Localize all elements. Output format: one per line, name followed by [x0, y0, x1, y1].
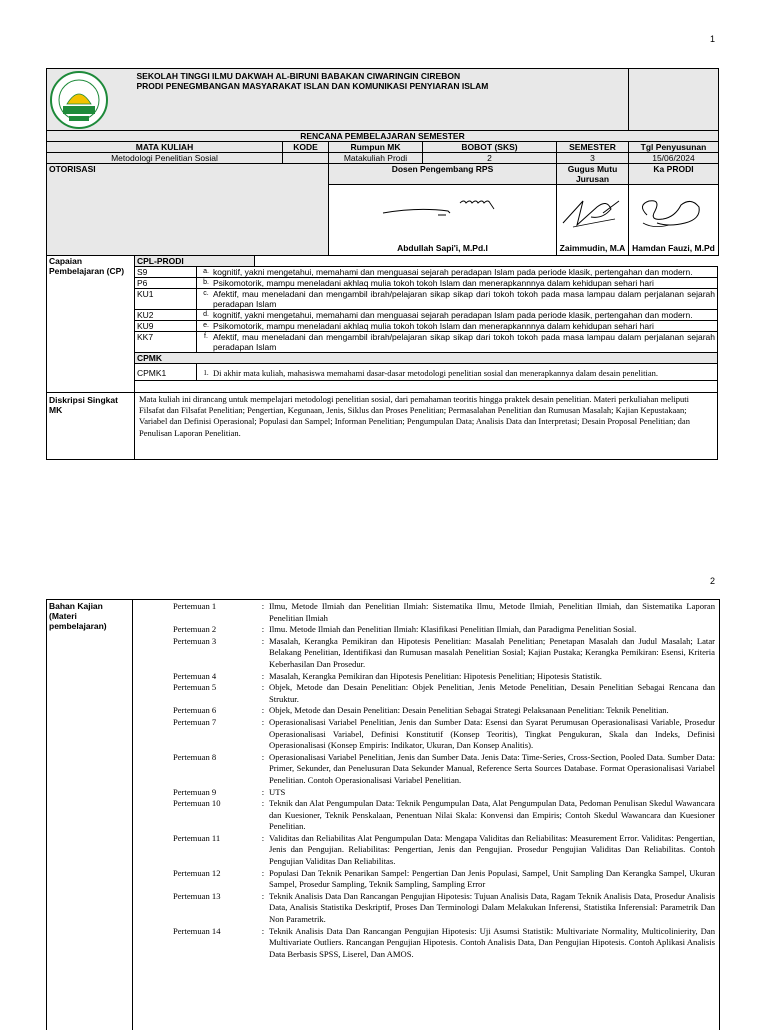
rps-header-table	[46, 68, 719, 256]
pertemuan-label: Pertemuan 3	[173, 635, 217, 646]
cp-letter-1: b.	[203, 279, 209, 286]
gugus-signature	[553, 193, 633, 233]
cpmk-item-0	[197, 364, 718, 381]
pertemuan-text: Operasionalisasi Variabel Penelitian, Jenis dan Sumber Data. Jenis Data: Time-Series, Cross-Section, Pooled Data. Sumber Data: Primer, Sekunder, dan Penelusuran Data Sekunder Manual, Reference Serta Sources Database. Format Operasionalisasi Variabel Penelitian. Contoh Operasionalisasi Variabel Penelitian.	[269, 751, 715, 785]
separator: :	[261, 867, 265, 878]
cp-code-4: KU9	[135, 321, 197, 332]
pertemuan-label: Pertemuan 9	[173, 786, 217, 797]
pertemuan-label: Pertemuan 14	[173, 925, 221, 936]
cpl-header: CPL-PRODI	[135, 256, 255, 267]
gugus-label: Gugus Mutu Jurusan	[557, 164, 629, 185]
gugus-signature-cell	[557, 185, 629, 256]
institution-header	[135, 69, 629, 131]
kaprodi-signature	[629, 193, 719, 235]
separator: :	[261, 716, 265, 727]
pertemuan-text: Masalah, Kerangka Pemikiran dan Hipotesis Penelitian: Masalah Penelitian; Penetapan Masalah dan Judul Masalah; Latar Belakang Penelitian, Identifikasi dan Rumusan masalah Penelitian Sosial; Kajian Pustaka; Kerangka Pemikiran: Esensi, Kriteria Keberhasilan Dan Prosedur.	[269, 635, 715, 669]
pertemuan-label: Pertemuan 12	[173, 867, 221, 878]
cp-item-2	[197, 289, 718, 310]
header-blank-cell	[629, 69, 719, 131]
cp-text-4: Psikomotorik, mampu meneladani akhlaq mulia tokoh tokoh Islam dan menerapkannnya dalam kehidupan sehari hari	[213, 321, 654, 331]
cp-code-5: KK7	[135, 332, 197, 353]
doc-title: RENCANA PEMBELAJARAN SEMESTER	[47, 131, 719, 142]
pertemuan-text: Populasi Dan Teknik Penarikan Sampel: Pengertian Dan Jenis Populasi, Sampel, Unit Sampling Dan Kerangka Sampel, Ukuran Sampel, Prosedur Sampling, Teknik Sampling, Sampling Error	[269, 867, 715, 890]
course-bobot: 2	[423, 153, 557, 164]
bahan-kajian-section	[46, 599, 720, 1030]
cp-code-3: KU2	[135, 310, 197, 321]
gugus-name: Zaimmudin, M.A	[559, 243, 626, 253]
col-semester: SEMESTER	[557, 142, 629, 153]
pertemuan-row-14	[173, 926, 719, 961]
pertemuan-text: Ilmu. Metode Ilmiah dan Penelitian Ilmiah: Klasifikasi Penelitian Ilmiah, dan Paradigma Penelitian Sosial.	[269, 624, 637, 635]
pertemuan-row-1	[173, 601, 719, 624]
program-name: PRODI PENEGMBANGAN MASYARAKAT ISLAN DAN KOMUNIKASI PENYIARAN ISLAM	[136, 81, 489, 91]
pertemuan-label: Pertemuan 7	[173, 716, 217, 727]
cp-code-0: S9	[135, 267, 197, 278]
pertemuan-text: Objek, Metode dan Desain Penelitian: Desain Penelitian Sebagai Strategi Pelaksanaan Penelitian: Teknik Penelitian.	[269, 705, 669, 716]
cp-letter-4: e.	[203, 322, 209, 329]
separator: :	[261, 786, 265, 797]
cp-spacer-row	[135, 381, 718, 393]
separator: :	[261, 601, 265, 611]
pertemuan-row-11	[173, 833, 719, 868]
cp-table	[46, 255, 718, 460]
separator: :	[261, 705, 265, 716]
cp-text-1: Psikomotorik, mampu meneladani akhlaq mulia tokoh tokoh Islam dan menerapkannnya dalam kehidupan sehari hari	[213, 278, 654, 288]
separator: :	[261, 890, 265, 901]
kaprodi-signature-cell	[629, 185, 719, 256]
pertemuan-row-5	[173, 682, 719, 705]
cp-letter-5: f.	[204, 333, 208, 340]
otorisasi-label: OTORISASI	[47, 164, 329, 256]
col-mata-kuliah: MATA KULIAH	[47, 142, 283, 153]
pertemuan-label: Pertemuan 8	[173, 751, 217, 762]
separator: :	[261, 682, 265, 693]
rps-sheet-page-1	[46, 68, 718, 460]
separator: :	[261, 635, 265, 646]
pertemuan-row-8	[173, 752, 719, 787]
cp-letter-2: c.	[203, 290, 209, 297]
deskripsi-text: Mata kuliah ini dirancang untuk mempelajari metodologi penelitian sosial, dari pemahaman teoritis hingga praktek desain penelitian. Materi perkuliahan meliputi Filsafat dan Filsafat Penelitian; Pengertian, Kegunaan, Jenis, Siklus dan Proses Penelitian; Permasalahan Penelitian dan Rumusan Masalah; Kajian Kepustakaan; Variabel dan Definisi Operasional; Populasi dan Sampel; Informan Penelitian; Pengumpulan Data; Analisis Data dan Interpretasi; Desain Proposal Penelitian; dan Penulisan Laporan Penelitian.	[135, 393, 718, 460]
college-logo	[49, 70, 109, 130]
separator: :	[261, 751, 265, 762]
pertemuan-label: Pertemuan 5	[173, 682, 217, 693]
cp-text-2: Afektif, mau meneladani dan mengambil ibrah/pelajaran sikap sikap dari tokoh tokoh pada masa lampau dalam perjalanan sejarah peradapan Islam	[213, 289, 715, 309]
cp-item-3	[197, 310, 718, 321]
separator: :	[261, 798, 265, 809]
pertemuan-label: Pertemuan 13	[173, 890, 221, 901]
cp-code-2: KU1	[135, 289, 197, 310]
cpmk-text-0: Di akhir mata kuliah, mahasiswa memahami dasar-dasar metodologi penelitian sosial dan menerapkannya dalam desain penelitian.	[213, 368, 658, 378]
course-rumpun: Matakuliah Prodi	[329, 153, 423, 164]
col-tgl: Tgl Penyusunan	[629, 142, 719, 153]
pertemuan-text: Objek, Metode dan Desain Penelitian: Objek Penelitian, Jenis Metode Penelitian, Desain Penelitian Sebagai Rencana dan Struktur.	[269, 682, 715, 704]
pertemuan-label: Pertemuan 6	[173, 705, 217, 716]
pertemuan-text: Ilmu, Metode Ilmiah dan Penelitian Ilmiah: Sistematika Ilmu, Metode Ilmiah, Penelitian Ilmiah, dan Sistematika Laporan Penelitian Ilmiah	[269, 601, 715, 623]
cp-label: Capaian Pembelajaran (CP)	[47, 256, 135, 393]
pertemuan-text: Teknik Analisis Data Dan Rancangan Pengujian Hipotesis: Tujuan Analisis Data, Ragam Teknik Analisis Data, Prosedur Analisis Data, Analisis Statistika Deskriptif, Proses Dan Terminologi Dalam Melakukan Inferensi, Statistika Inferensial: Parametrik Dan Non Parametrik.	[269, 890, 715, 925]
separator: :	[261, 925, 265, 936]
pertemuan-text: Operasionalisasi Variabel Penelitian, Jenis dan Sumber Data: Esensi dan Syarat Perumusan Operasionalisasi Variable, Prosedur Operasionalisasi Variabel, Definisi Konstitutif (Konsep Teoritis), Tingkat Pengukuran, Skala dan Indeks, Definisi Operasionalisasi (Konsep Empiris: Indikator, Ukuran, Dan Konsep Analitis).	[269, 716, 715, 751]
bahan-kajian-label: Bahan Kajian (Materi pembelajaran)	[47, 600, 133, 1030]
pertemuan-label: Pertemuan 2	[173, 624, 217, 635]
pertemuan-text: Masalah, Kerangka Pemikiran dan Hipotesis Penelitian: Hipotesis Penelitian; Hipotesis Statistik.	[269, 670, 602, 681]
logo-cell	[47, 69, 135, 131]
cpl-header-blank	[255, 256, 718, 267]
pertemuan-text: UTS	[269, 786, 286, 797]
pertemuan-row-4	[173, 671, 719, 683]
cp-text-0: kognitif, yakni mengetahui, memahami dan menguasai sejarah peradapan Islam pada periode klasik, pertengahan dan modern.	[213, 267, 693, 277]
separator: :	[261, 624, 265, 635]
pertemuan-row-6	[173, 705, 719, 717]
pertemuan-text: Teknik Analisis Data Dan Rancangan Pengujian Hipotesis: Uji Asumsi Statistik: Multivariate Normality, Multicolinierity, Dan Multivariate Outliers. Rancangan Pengujian Hipotesis. Contoh Analisis Data, Dan Pengujian Hipotesis. Contoh Aplikasi Analisis Data Berbasis SPSS, Liserel, Dan AMOS.	[269, 925, 715, 959]
dosen-name: Abdullah Sapi'i, M.Pd.I	[397, 243, 488, 253]
bahan-kajian-list	[133, 600, 719, 1030]
cpmk-header: CPMK	[135, 353, 718, 364]
dosen-signature	[378, 193, 508, 223]
cp-item-1	[197, 278, 718, 289]
dosen-label: Dosen Pengembang RPS	[329, 164, 557, 185]
page-number-2: 2	[710, 576, 716, 586]
pertemuan-text: Teknik dan Alat Pengumpulan Data: Teknik Pengumpulan Data, Alat Pengumpulan Data, Pedoman Penulisan Skedul Wawancara dan Kuesioner, Teknik Penskalaan, Penentuan Nilai Skala: Konvensi dan Empiris; Contoh Skedul Wawancara dan Kuesioner Penelitian.	[269, 798, 715, 832]
institution-name: SEKOLAH TINGGI ILMU DAKWAH AL-BIRUNI BABAKAN CIWARINGIN CIREBON	[136, 71, 461, 81]
dosen-signature-cell	[329, 185, 557, 256]
cp-letter-3: d.	[203, 311, 209, 318]
pertemuan-label: Pertemuan 10	[173, 798, 221, 809]
col-bobot: BOBOT (SKS)	[423, 142, 557, 153]
pertemuan-row-3	[173, 636, 719, 671]
pertemuan-row-7	[173, 717, 719, 752]
col-kode: KODE	[283, 142, 329, 153]
cp-text-5: Afektif, mau meneladani dan mengambil ibrah/pelajaran sikap sikap dari tokoh tokoh pada masa lampau dalam perjalanan sejarah peradapan Islam	[213, 332, 715, 352]
cp-item-0	[197, 267, 718, 278]
col-rumpun: Rumpun MK	[329, 142, 423, 153]
pertemuan-row-12	[173, 868, 719, 891]
page-number-1: 1	[710, 34, 716, 44]
cpmk-code-0: CPMK1	[135, 364, 197, 381]
course-kode	[283, 153, 329, 164]
separator: :	[261, 670, 265, 681]
cpmk-letter-0: 1.	[203, 369, 209, 377]
cp-item-4	[197, 321, 718, 332]
separator: :	[261, 832, 265, 843]
pertemuan-label: Pertemuan 4	[173, 670, 217, 681]
cp-letter-0: a.	[203, 268, 209, 275]
pertemuan-label: Pertemuan 1	[173, 601, 217, 611]
kaprodi-name: Hamdan Fauzi, M.Pd	[632, 243, 715, 253]
cp-text-3: kognitif, yakni mengetahui, memahami dan menguasai sejarah peradapan Islam pada periode klasik, pertengahan dan modern.	[213, 310, 693, 320]
cp-item-5	[197, 332, 718, 353]
pertemuan-row-10	[173, 798, 719, 833]
cp-code-1: P6	[135, 278, 197, 289]
pertemuan-row-9	[173, 787, 719, 799]
course-name: Metodologi Penelitian Sosial	[47, 153, 283, 164]
pertemuan-label: Pertemuan 11	[173, 832, 221, 843]
pertemuan-text: Validitas dan Reliabilitas Alat Pengumpulan Data: Mengapa Validitas dan Reliabilitas: Measurement Error. Validitas: Pengertian, Jenis dan Pengujian. Reliabilitas: Pengertian, Jenis dan Pengujian. Prosedur Pengujian Validitas Dan Reliabilitas. Contoh Pengujian Validitas Dan Reliabilitas.	[269, 832, 715, 867]
course-semester: 3	[557, 153, 629, 164]
course-tgl: 15/06/2024	[629, 153, 719, 164]
pertemuan-row-13	[173, 891, 719, 926]
deskripsi-label: Diskripsi Singkat MK	[47, 393, 135, 460]
pertemuan-row-2	[173, 624, 719, 636]
kaprodi-label: Ka PRODI	[629, 164, 719, 185]
